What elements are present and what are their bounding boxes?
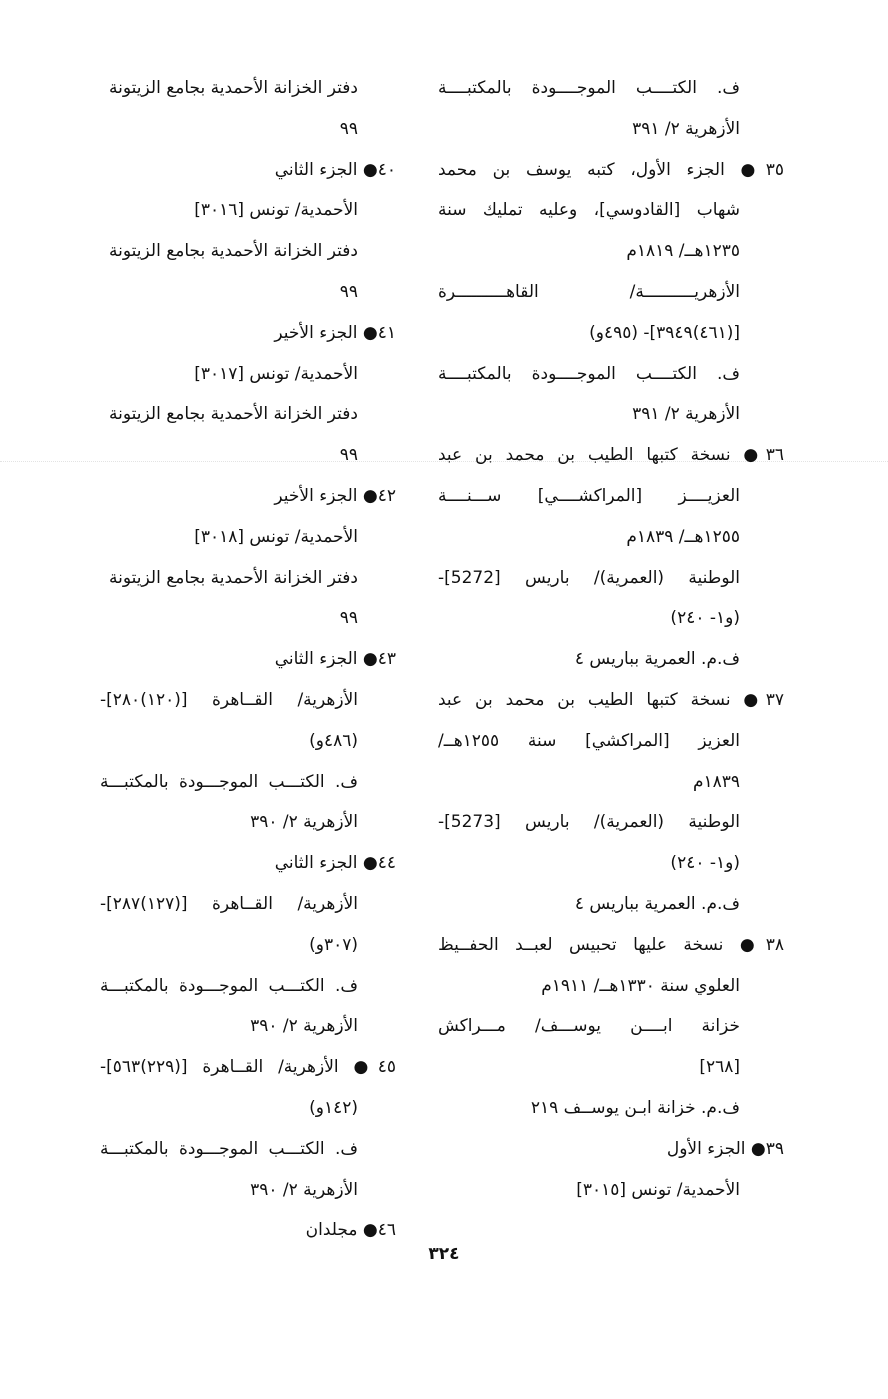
left-column-line: ٤٦● مجلدان (305, 1220, 396, 1241)
left-column-line: ف. الكتـــب الموجـــودة بالمكتبـــة (100, 1138, 358, 1159)
right-column-line: الوطنية (العمرية)/ باريس [5272]- (438, 567, 740, 588)
right-column-line: ١٢٥٥هــ/ ١٨٣٩م (626, 526, 740, 547)
right-column-line: ف. الكتــــب الموجــــودة بالمكتبــــة (438, 78, 740, 98)
left-column-line: ٤٥● الأزهرية/ القــاهرة [(٢٢٩)٥٦٣]- (100, 1057, 396, 1078)
left-column-line: الأزهرية ٢/ ٣٩٠ (250, 1179, 358, 1200)
right-column-line: ٣٨● نسخة عليها تحبيس لعبــد الحفــيظ (438, 934, 784, 955)
right-column-line: ف.م. العمرية بباريس ٤ (574, 649, 740, 670)
right-column-line: ٣٥● الجزء الأول، كتبه يوسف بن محمد (438, 159, 784, 180)
left-column-line: دفتر الخزانة الأحمدية بجامع الزيتونة (109, 567, 358, 588)
left-column-line: (٣٠٧و) (309, 934, 358, 955)
left-column-line: الأحمدية/ تونس [٣٠١٧] (194, 363, 358, 384)
right-column (438, 68, 784, 1210)
left-column-line: ف. الكتـــب الموجـــودة بالمكتبـــة (100, 975, 358, 996)
right-column-line: الأزهريــــــــــة/ القاهــــــــــرة (438, 281, 740, 302)
page-number: ٣٢٤ (428, 1244, 460, 1264)
right-column-line: ف. الكتــــب الموجــــودة بالمكتبــــة (438, 363, 740, 384)
right-column-line: ف.م. العمرية بباريس ٤ (574, 893, 740, 914)
right-column-line: شهاب [القادوسي]، وعليه تمليك سنة (438, 200, 740, 221)
right-column-line: ١٢٣٥هــ/ ١٨١٩م (626, 241, 740, 262)
right-column-line: الأزهرية ٢/ ٣٩١ (632, 404, 740, 425)
right-column-line: ٣٩● الجزء الأول (666, 1138, 784, 1159)
left-column-line: ٤٢● الجزء الأخير (274, 485, 396, 506)
left-column (100, 68, 396, 1251)
right-column-line: الأزهرية ٢/ ٣٩١ (632, 118, 740, 139)
left-column-line: ٩٩ (339, 281, 358, 302)
left-column-line: (١٤٢و) (309, 1097, 358, 1118)
right-column-line: العلوي سنة ١٣٣٠هــ/ ١٩١١م (541, 975, 740, 996)
left-column-line: ٤٣● الجزء الثاني (274, 649, 396, 670)
right-column-line: (و١- ٢٤٠) (670, 608, 740, 629)
left-column-line: الأزهرية/ القــاهرة [(١٢٠)٢٨٠]- (100, 689, 358, 710)
right-column-line: الوطنية (العمرية)/ باريس [5273]- (438, 812, 740, 833)
left-column-line: دفتر الخزانة الأحمدية بجامع الزيتونة (109, 241, 358, 262)
left-column-line: الأزهرية ٢/ ٣٩٠ (250, 1016, 358, 1037)
right-column-line: الأحمدية/ تونس [٣٠١٥] (576, 1179, 740, 1200)
left-column-line: الأزهرية ٢/ ٣٩٠ (250, 812, 358, 833)
right-column-line: خزانة ابــــن يوســـف/ مـــراكش (438, 1016, 740, 1037)
left-column-line: الأحمدية/ تونس [٣٠١٦] (194, 200, 358, 221)
left-column-line: ٩٩ (339, 608, 358, 629)
left-column-line: ٩٩ (339, 118, 358, 139)
right-column-line: [٢٦٨] (699, 1057, 740, 1078)
right-column-line: ٣٦● نسخة كتبها الطيب بن محمد بن عبد (438, 445, 784, 466)
right-column-line: ١٨٣٩م (692, 771, 740, 792)
right-column-line: العزيز [المراكشي] سنة ١٢٥٥هــ/ (438, 730, 740, 751)
left-column-line: ف. الكتـــب الموجـــودة بالمكتبـــة (100, 771, 358, 792)
right-column-line: ٣٧● نسخة كتبها الطيب بن محمد بن عبد (438, 689, 784, 710)
left-column-line: ٩٩ (339, 445, 358, 466)
left-column-line: (٤٨٦و) (309, 730, 358, 751)
left-column-line: دفتر الخزانة الأحمدية بجامع الزيتونة (109, 78, 358, 98)
left-column-line: الأحمدية/ تونس [٣٠١٨] (194, 526, 358, 547)
right-column-line: ف.م. خزانة ابـن يوســف ٢١٩ (530, 1097, 740, 1118)
left-column-line: دفتر الخزانة الأحمدية بجامع الزيتونة (109, 404, 358, 425)
right-column-line: العزيــــز [المراكشــــي] ســـنــــة (438, 485, 740, 506)
right-column-line: (و١- ٢٤٠) (670, 853, 740, 874)
left-column-line: ٤٠● الجزء الثاني (274, 159, 396, 180)
right-column-line: [(٤٦١)٣٩٤٩]- (٤٩٥و) (589, 322, 740, 343)
left-column-line: ٤١● الجزء الأخير (274, 322, 396, 343)
left-column-line: ٤٤● الجزء الثاني (274, 853, 396, 874)
left-column-line: الأزهرية/ القــاهرة [(١٢٧)٢٨٧]- (100, 893, 358, 914)
